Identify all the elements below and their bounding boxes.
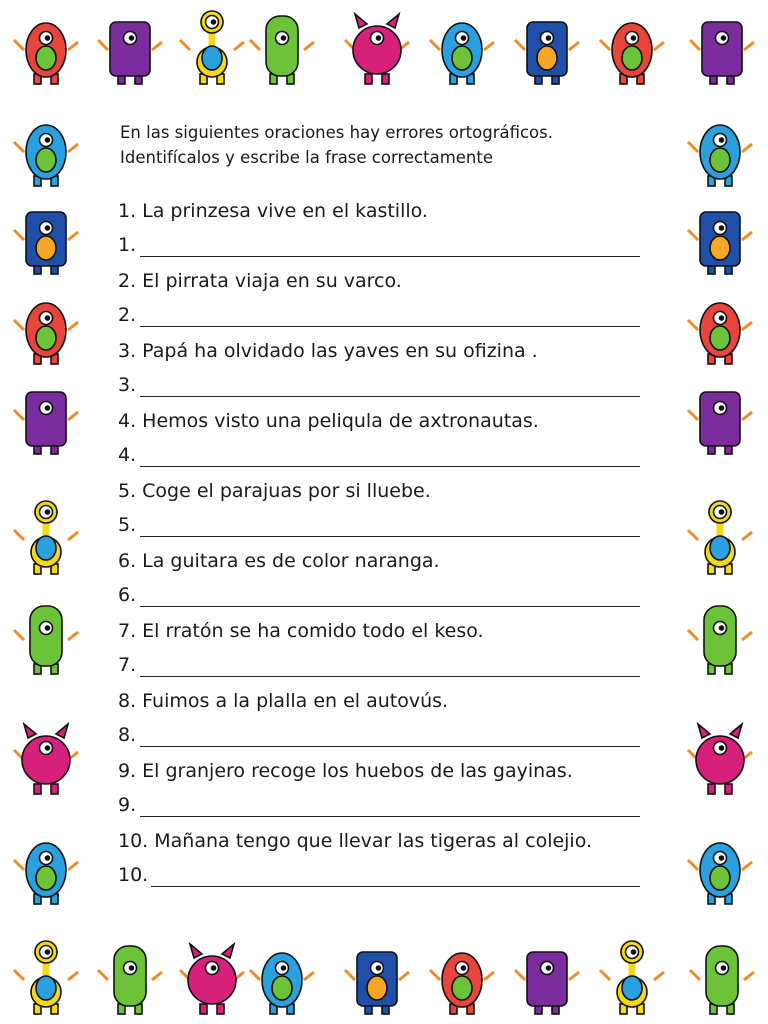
navy-monster-icon [688, 200, 752, 276]
blue-monster-icon [688, 830, 752, 906]
purple-monster-icon [515, 940, 579, 1016]
exercise-sentence: 5. Coge el parajuas por si lluebe. [118, 480, 431, 502]
answer-line[interactable] [140, 676, 640, 677]
exercise-list [112, 194, 652, 894]
answer-line[interactable] [140, 466, 640, 467]
pink-monster-icon [180, 940, 244, 1016]
exercise-item [112, 334, 652, 404]
yellow-monster-icon [600, 940, 664, 1016]
answer-line[interactable] [140, 326, 640, 327]
exercise-sentence: 10. Mañana tengo que llevar las tigeras al colejio. [118, 830, 593, 852]
answer-field[interactable] [118, 858, 640, 892]
worksheet [112, 120, 652, 894]
blue-monster-icon [430, 10, 494, 86]
green-monster-icon [14, 600, 78, 676]
answer-field[interactable] [118, 368, 640, 402]
exercise-sentence: 3. Papá ha olvidado las yaves en su ofizina . [118, 340, 538, 362]
purple-monster-icon [688, 380, 752, 456]
answer-number: 9. [118, 794, 137, 816]
exercise-item [112, 754, 652, 824]
answer-field[interactable] [118, 648, 640, 682]
exercise-item [112, 474, 652, 544]
exercise-item [112, 194, 652, 264]
answer-line[interactable] [151, 886, 640, 887]
blue-monster-icon [688, 112, 752, 188]
answer-number: 2. [118, 304, 137, 326]
answer-number: 1. [118, 234, 137, 256]
red-monster-icon [430, 940, 494, 1016]
exercise-sentence: 1. La prinzesa vive en el kastillo. [118, 200, 428, 222]
answer-field[interactable] [118, 718, 640, 752]
answer-field[interactable] [118, 228, 640, 262]
exercise-item [112, 824, 652, 894]
navy-monster-icon [515, 10, 579, 86]
navy-monster-icon [345, 940, 409, 1016]
answer-number: 5. [118, 514, 137, 536]
exercise-item [112, 404, 652, 474]
instructions [120, 120, 652, 170]
answer-number: 8. [118, 724, 137, 746]
instructions-line-1: En las siguientes oraciones hay errores ortográficos. [120, 123, 553, 142]
answer-number: 6. [118, 584, 137, 606]
blue-monster-icon [14, 112, 78, 188]
green-monster-icon [690, 940, 754, 1016]
red-monster-icon [14, 290, 78, 366]
answer-field[interactable] [118, 298, 640, 332]
answer-line[interactable] [140, 746, 640, 747]
pink-monster-icon [14, 720, 78, 796]
yellow-monster-icon [688, 500, 752, 576]
answer-field[interactable] [118, 788, 640, 822]
exercise-item [112, 614, 652, 684]
answer-line[interactable] [140, 256, 640, 257]
purple-monster-icon [14, 380, 78, 456]
exercise-sentence: 6. La guitara es de color naranga. [118, 550, 440, 572]
red-monster-icon [688, 290, 752, 366]
exercise-item [112, 264, 652, 334]
answer-line[interactable] [140, 396, 640, 397]
red-monster-icon [600, 10, 664, 86]
purple-monster-icon [98, 10, 162, 86]
yellow-monster-icon [14, 500, 78, 576]
instructions-line-2: Identifícalos y escribe la frase correctamente [120, 148, 493, 167]
green-monster-icon [250, 10, 314, 86]
navy-monster-icon [14, 200, 78, 276]
pink-monster-icon [688, 720, 752, 796]
exercise-sentence: 4. Hemos visto una peliqula de axtronautas. [118, 410, 539, 432]
exercise-item [112, 544, 652, 614]
blue-monster-icon [14, 830, 78, 906]
exercise-sentence: 9. El granjero recoge los huebos de las gayinas. [118, 760, 573, 782]
red-monster-icon [14, 10, 78, 86]
answer-number: 3. [118, 374, 137, 396]
blue-monster-icon [250, 940, 314, 1016]
yellow-monster-icon [14, 940, 78, 1016]
answer-line[interactable] [140, 536, 640, 537]
exercise-sentence: 7. El rratón se ha comido todo el keso. [118, 620, 484, 642]
pink-monster-icon [345, 10, 409, 86]
exercise-item [112, 684, 652, 754]
exercise-sentence: 8. Fuimos a la plalla en el autovús. [118, 690, 449, 712]
answer-line[interactable] [140, 816, 640, 817]
answer-field[interactable] [118, 508, 640, 542]
yellow-monster-icon [180, 10, 244, 86]
answer-field[interactable] [118, 578, 640, 612]
green-monster-icon [98, 940, 162, 1016]
answer-line[interactable] [140, 606, 640, 607]
green-monster-icon [688, 600, 752, 676]
exercise-sentence: 2. El pirrata viaja en su varco. [118, 270, 402, 292]
answer-number: 7. [118, 654, 137, 676]
answer-field[interactable] [118, 438, 640, 472]
answer-number: 4. [118, 444, 137, 466]
answer-number: 10. [118, 864, 149, 886]
purple-monster-icon [690, 10, 754, 86]
